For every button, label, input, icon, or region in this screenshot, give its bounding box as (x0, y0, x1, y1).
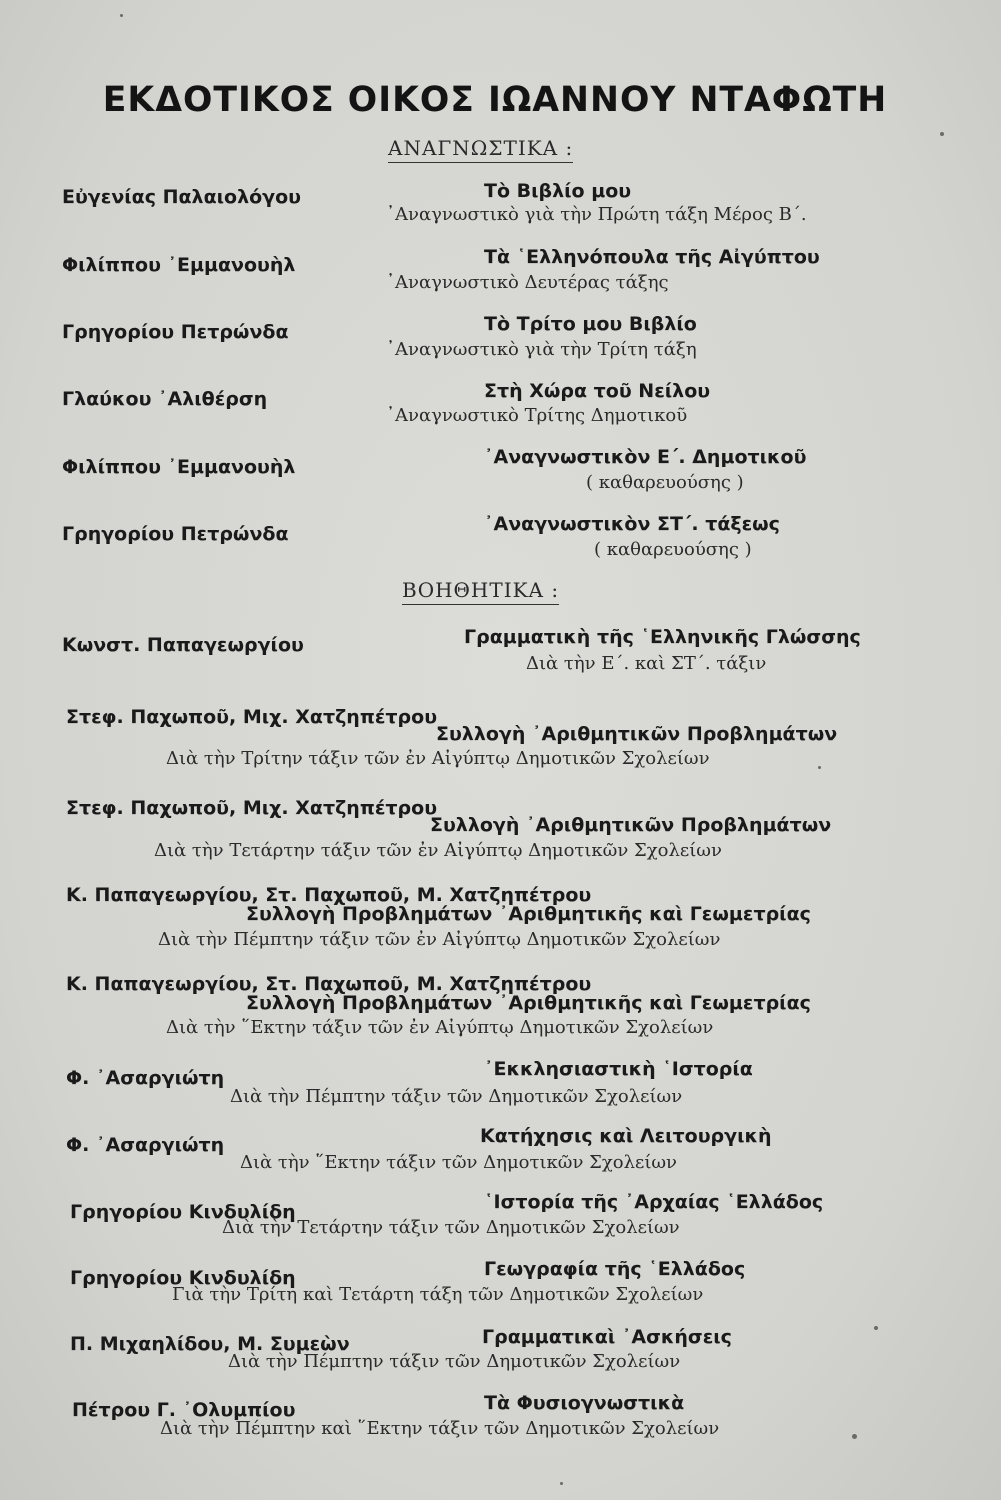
aux-title: Συλλογὴ ᾿Αριθμητικῶν Προβλημάτων (436, 723, 838, 745)
aux-author: Στεφ. Παχωποῦ, Μιχ. Χατζηπέτρου (66, 706, 438, 728)
aux-title: Γραμματικαὶ ᾿Ασκήσεις (482, 1326, 732, 1348)
aux-author: Κ. Παπαγεωργίου, Στ. Παχωποῦ, Μ. Χατζηπέτρου (66, 884, 592, 906)
aux-title: Συλλογὴ ᾿Αριθμητικῶν Προβλημάτων (430, 814, 832, 836)
paper-speck (560, 1482, 563, 1485)
aux-author: Στεφ. Παχωποῦ, Μιχ. Χατζηπέτρου (66, 797, 438, 819)
publisher-title: ΕΚΔΟΤΙΚΟΣ ΟΙΚΟΣ ΙΩΑΝΝΟΥ ΝΤΑΦΩΤΗ (102, 80, 888, 120)
reader-title: Τὸ Τρίτο μου Βιβλίο (484, 313, 697, 335)
aux-subtitle: Διὰ τὴν Πέμπτην τάξιν τῶν Δημοτικῶν Σχολείων (228, 1351, 681, 1372)
reader-title: ᾿Αναγνωστικὸν ΣΤ΄. τάξεως (484, 513, 780, 535)
aux-subtitle: Διὰ τὴν Τρίτην τάξιν τῶν ἐν Αἰγύπτῳ Δημοτικῶν Σχολείων (166, 748, 710, 769)
aux-subtitle: Διὰ τὴν ῞Εκτην τάξιν τῶν ἐν Αἰγύπτῳ Δημοτικῶν Σχολείων (166, 1017, 714, 1038)
aux-author: Κωνστ. Παπαγεωργίου (62, 634, 304, 656)
paper-speck (120, 14, 123, 17)
aux-subtitle: Διὰ τὴν Ε΄. καὶ ΣΤ΄. τάξιν (526, 653, 767, 674)
reader-author: Γρηγορίου Πετρώνδα (62, 523, 289, 545)
paper-speck (852, 1434, 857, 1439)
aux-author: Γρηγορίου Κινδυλίδη (70, 1267, 296, 1289)
reader-subtitle: ᾿Αναγνωστικὸ Τρίτης Δημοτικοῦ (386, 405, 688, 426)
section-heading-readers: ΑΝΑΓΝΩΣΤΙΚΑ : (388, 136, 573, 163)
aux-subtitle: Διὰ τὴν Πέμπτην καὶ ῞Εκτην τάξιν τῶν Δημοτικῶν Σχολείων (160, 1418, 720, 1439)
aux-author: Π. Μιχαηλίδου, Μ. Συμεὼν (70, 1333, 350, 1355)
paper-speck (818, 766, 821, 769)
aux-title: Κατήχησις καὶ Λειτουργικὴ (480, 1125, 772, 1147)
aux-author: Γρηγορίου Κινδυλίδη (70, 1201, 296, 1223)
section-heading-auxiliary: ΒΟΗΘΗΤΙΚΑ : (402, 578, 559, 605)
aux-author: Φ. ᾿Ασαργιώτη (66, 1134, 225, 1156)
aux-title: ᾿Εκκλησιαστικὴ ῾Ιστορία (484, 1058, 753, 1080)
reader-subtitle: ᾿Αναγνωστικὸ Δευτέρας τάξης (386, 272, 669, 293)
aux-author: Φ. ᾿Ασαργιώτη (66, 1067, 225, 1089)
aux-author: Πέτρου Γ. ᾿Ολυμπίου (72, 1399, 296, 1421)
aux-title: Συλλογὴ Προβλημάτων ᾿Αριθμητικῆς καὶ Γεωμετρίας (246, 992, 811, 1014)
aux-author: Κ. Παπαγεωργίου, Στ. Παχωποῦ, Μ. Χατζηπέτρου (66, 973, 592, 995)
aux-title: Γραμματικὴ τῆς ῾Ελληνικῆς Γλώσσης (464, 626, 861, 648)
aux-subtitle: Διὰ τὴν Τετάρτην τάξιν τῶν Δημοτικῶν Σχολείων (222, 1217, 680, 1238)
aux-subtitle: Διὰ τὴν Πέμπτην τάξιν τῶν Δημοτικῶν Σχολείων (230, 1086, 683, 1107)
reader-subtitle: ᾿Αναγνωστικὸ γιὰ τὴν Τρίτη τάξη (386, 339, 697, 360)
paper-speck (874, 1326, 878, 1330)
reader-title: Τὰ ῾Ελληνόπουλα τῆς Αἰγύπτου (484, 246, 820, 268)
aux-title: Τὰ Φυσιογνωστικὰ (484, 1392, 685, 1414)
aux-title: Συλλογὴ Προβλημάτων ᾿Αριθμητικῆς καὶ Γεωμετρίας (246, 903, 811, 925)
reader-title: ᾿Αναγνωστικὸν Ε΄. Δημοτικοῦ (484, 446, 807, 468)
reader-author: Φιλίππου ᾿Εμμανουὴλ (62, 254, 296, 276)
reader-author: Φιλίππου ᾿Εμμανουὴλ (62, 456, 296, 478)
aux-subtitle: Διὰ τὴν ῞Εκτην τάξιν τῶν Δημοτικῶν Σχολείων (240, 1152, 677, 1173)
reader-author: Γλαύκου ᾿Αλιθέρση (62, 388, 268, 410)
reader-author: Εὐγενίας Παλαιολόγου (62, 186, 301, 208)
aux-title: ῾Ιστορία τῆς ᾿Αρχαίας ῾Ελλάδος (484, 1191, 824, 1213)
reader-author: Γρηγορίου Πετρώνδα (62, 321, 289, 343)
reader-subtitle: ( καθαρευούσης ) (586, 472, 744, 493)
aux-title: Γεωγραφία τῆς ῾Ελλάδος (484, 1258, 746, 1280)
paper-speck (940, 132, 944, 136)
aux-subtitle: Γιὰ τὴν Τρίτη καὶ Τετάρτη τάξη τῶν Δημοτικῶν Σχολείων (172, 1284, 704, 1305)
reader-subtitle: ( καθαρευούσης ) (594, 539, 752, 560)
aux-subtitle: Διὰ τὴν Τετάρτην τάξιν τῶν ἐν Αἰγύπτῳ Δημοτικῶν Σχολείων (154, 840, 722, 861)
aux-subtitle: Διὰ τὴν Πέμπτην τάξιν τῶν ἐν Αἰγύπτῳ Δημοτικῶν Σχολείων (158, 929, 721, 950)
reader-title: Τὸ Βιβλίο μου (484, 180, 632, 202)
reader-title: Στὴ Χώρα τοῦ Νείλου (484, 380, 711, 402)
reader-subtitle: ᾿Αναγνωστικὸ γιὰ τὴν Πρώτη τάξη Μέρος Β΄. (386, 204, 807, 225)
